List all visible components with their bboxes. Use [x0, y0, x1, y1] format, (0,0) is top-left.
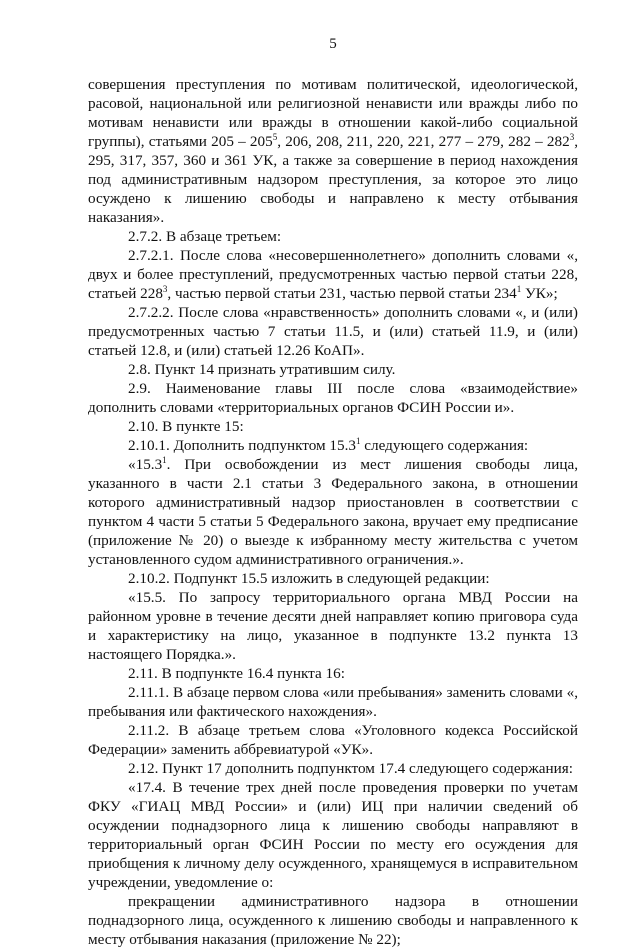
text-run: , частью первой статьи 231, частью первой статьи 234	[167, 285, 517, 302]
text-run: . При освобождении из мест лишения свободы лица, указанного в части 2.1 статьи 3 Федерального закона, в отношении которого административный надзор приостановлен в соответствии с пунктом 4 части 5 статьи 5 Федерального закона, вручает ему предписание (приложение № 20) о выезде к избранному месту жительства с учетом установленного судом административного ограничения.».	[88, 456, 578, 568]
text-run: совершения преступления по мотивам политической, идеологической, расовой, национальной или религиозной ненависти или вражды либо по мотивам ненависти или вражды в отношении какой-либо социальной группы), статьями 205 – 205	[88, 76, 578, 150]
paragraph	[88, 569, 578, 588]
page-number: 5	[329, 36, 337, 52]
text-run: , 206, 208, 211, 220, 221, 277 – 279, 282 – 282	[277, 133, 570, 150]
paragraph	[88, 759, 578, 778]
superscript: 5	[272, 131, 278, 142]
superscript: 1	[162, 454, 167, 465]
text-run: 2.9. Наименование главы III после слова «взаимодействие» дополнить словами «территориальных органов ФСИН России и».	[88, 380, 578, 416]
text-run: прекращении административного надзора в отношении поднадзорного лица, осужденного к лишению свободы и направленного к месту отбывания наказания (приложение № 22);	[88, 893, 578, 948]
text-run: 2.11.1. В абзаце первом слова «или пребывания» заменить словами «, пребывания или фактического нахождения».	[88, 684, 578, 720]
text-run: , 295, 317, 357, 360 и 361 УК, а также за совершение в период нахождения под административным надзором преступления, за которое это лицо осуждено к лишению свободы и направлено к месту отбывания наказания».	[88, 133, 579, 226]
text-run: 2.7.2.1. После слова «несовершеннолетнего» дополнить словами «, двух и более преступлений, предусмотренных частью первой статьи 228, статьей 228	[88, 247, 578, 302]
paragraph	[88, 303, 578, 360]
text-run: 2.11. В подпункте 16.4 пункта 16:	[128, 665, 345, 682]
paragraph	[88, 892, 578, 949]
paragraph	[88, 664, 578, 683]
text-run: 2.11.2. В абзаце третьем слова «Уголовного кодекса Российской Федерации» заменить аббревиатурой «УК».	[88, 722, 578, 758]
paragraph	[88, 379, 578, 417]
text-run: «15.3	[128, 456, 163, 473]
document-body	[88, 75, 578, 949]
superscript: 3	[162, 283, 168, 294]
paragraph	[88, 588, 578, 664]
paragraph	[88, 455, 578, 569]
superscript: 1	[516, 283, 522, 294]
paragraph	[88, 436, 578, 455]
text-run: 2.8. Пункт 14 признать утратившим силу.	[128, 361, 396, 378]
text-run: УК»;	[521, 285, 558, 302]
text-run: следующего содержания:	[360, 437, 529, 454]
text-run: 2.10.1. Дополнить подпунктом 15.3	[128, 437, 356, 454]
superscript: 1	[356, 435, 361, 446]
text-run: 2.7.2. В абзаце третьем:	[128, 228, 282, 245]
text-run: «15.5. По запросу территориального органа МВД России на районном уровне в течение десяти дней направляет копию приговора суда и характеристику на лицо, указанное в подпункте 13.2 пункта 13 настоящего Порядка.».	[88, 589, 578, 663]
paragraph	[88, 778, 578, 892]
paragraph	[88, 360, 578, 379]
paragraph	[88, 75, 578, 227]
text-run: «17.4. В течение трех дней после проведения проверки по учетам ФКУ «ГИАЦ МВД России» и (или) ИЦ при наличии сведений об осуждении поднадзорного лица к лишению свободы направляют в территориальный орган ФСИН России по месту его осуждения для приобщения к личному делу осужденного, хранящемуся в исправительном учреждении, уведомление о:	[88, 779, 578, 891]
paragraph	[88, 683, 578, 721]
paragraph	[88, 246, 578, 303]
text-run: 2.7.2.2. После слова «нравственность» дополнить словами «, и (или) предусмотренных частью 7 статьи 11.5, и (или) статьей 11.9, и (или) статьей 12.8, и (или) статьей 12.26 КоАП».	[88, 304, 578, 359]
superscript: 3	[569, 131, 575, 142]
paragraph	[88, 721, 578, 759]
text-run: 2.10.2. Подпункт 15.5 изложить в следующей редакции:	[128, 570, 490, 587]
paragraph	[88, 417, 578, 436]
paragraph	[88, 227, 578, 246]
text-run: 2.10. В пункте 15:	[128, 418, 244, 435]
text-run: 2.12. Пункт 17 дополнить подпунктом 17.4 следующего содержания:	[128, 760, 573, 777]
